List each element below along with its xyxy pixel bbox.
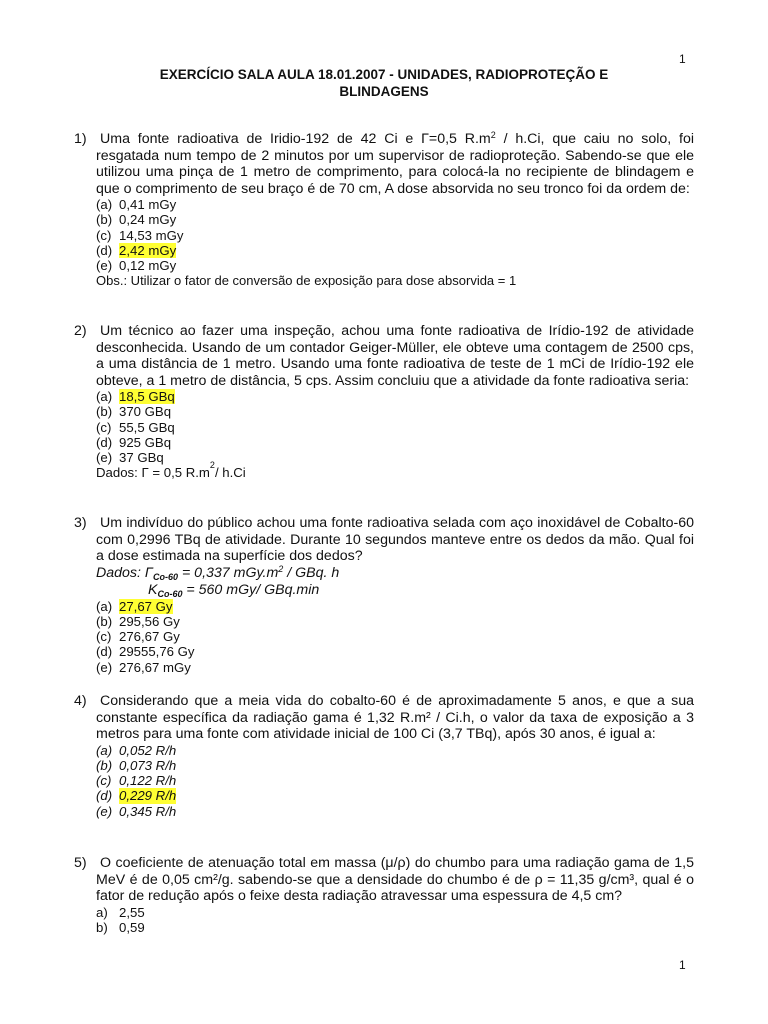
option-a-correct: (a) 27,67 Gy bbox=[96, 598, 173, 614]
option-e: (e) 0,345 R/h bbox=[96, 803, 177, 819]
question-stem bbox=[96, 131, 694, 197]
question-4 bbox=[74, 693, 694, 819]
question-number: 5) bbox=[74, 855, 87, 871]
highlighted-answer: 0,229 R/h bbox=[119, 788, 177, 804]
document-title bbox=[100, 66, 668, 100]
option-c: (c) 276,67 Gy bbox=[96, 629, 180, 645]
option-e: (e) 276,67 mGy bbox=[96, 659, 191, 675]
option-d: (d) 29555,76 Gy bbox=[96, 644, 195, 660]
highlighted-answer: 27,67 Gy bbox=[119, 598, 173, 614]
superscript: 2 bbox=[490, 130, 496, 140]
option-d-correct: (d) 0,229 R/h bbox=[96, 788, 177, 804]
question-3 bbox=[74, 515, 694, 675]
option-d-correct: (d) 2,42 mGy bbox=[96, 242, 177, 258]
stem-part: Uma fonte radioativa de Iridio-192 de 42 Ci e Γ=0,5 R.m bbox=[100, 131, 491, 147]
highlighted-answer: 18,5 GBq bbox=[119, 389, 175, 404]
option-b: (b) 295,56 Gy bbox=[96, 613, 180, 629]
option-b: (b) 370 GBq bbox=[96, 404, 172, 420]
question-data: Dados: Γ = 0,5 R.m 2 / h.Ci bbox=[96, 460, 246, 481]
page-number-top: 1 bbox=[679, 52, 686, 66]
question-number: 1) bbox=[74, 131, 87, 147]
option-d: (d) 925 GBq bbox=[96, 434, 172, 450]
question-stem: Um indivíduo do público achou uma fonte radioativa selada com aço inoxidável de Cobalto-60 com 0,2996 TBq de atividade. Durante 10 segundos manteve entre os dedos da mão. Qual foi a dose estimada na superfície dos dedos? bbox=[96, 515, 694, 564]
option-c: (c) 0,122 R/h bbox=[96, 773, 177, 789]
question-note: Obs.: Utilizar o fator de conversão de exposição para dose absorvida = 1 bbox=[96, 273, 517, 289]
option-c: (c) 55,5 GBq bbox=[96, 419, 175, 435]
question-number: 3) bbox=[74, 515, 87, 531]
option-a: a) 2,55 bbox=[96, 904, 145, 920]
option-b: (b) 0,24 mGy bbox=[96, 212, 177, 228]
question-stem: Considerando que a meia vida do cobalto-60 é de aproximadamente 5 anos, e que a sua constante específica da radiação gama é 1,32 R.m² / Ci.h, o valor da taxa de exposição a 3 metros para uma fonte com atividade inicial de 100 Ci (3,7 TBq), após 30 anos, é igual a: bbox=[96, 693, 694, 742]
page-number-bottom: 1 bbox=[679, 958, 686, 972]
question-5 bbox=[74, 855, 694, 935]
option-c: (c) 14,53 mGy bbox=[96, 227, 184, 243]
question-stem: O coeficiente de atenuação total em massa (μ/ρ) do chumbo para uma radiação gama de 1,5 MeV é de 0,05 cm²/g. sabendo-se que a densidade do chumbo é de ρ = 11,35 g/cm³, qual é o fator de redução após o feixe desta radiação atravessar uma espessura de 4,5 cm? bbox=[96, 855, 694, 904]
question-data-line-2: $K_{Co-60} = 560$ mGy/ GBq.min bbox=[148, 581, 320, 599]
question-data-line-1: Dados: $\Gamma_{Co-60} = 0,337$ $mGy.m^2$ / GBq. h bbox=[96, 563, 340, 582]
question-number: 2) bbox=[74, 323, 87, 339]
stem-part: / h.Ci, que caiu no solo, foi resgatada num tempo de 2 minutos por um supervisor de radioproteção. Sabendo-se que ele utilizou uma pinça de 1 metro de comprimento, para colocá-la no recipiente de blindagem e que o comprimento de seu braço é de 70 cm, A dose absorvida no seu tronco foi da ordem de: bbox=[96, 131, 694, 197]
question-number: 4) bbox=[74, 693, 87, 709]
option-b: (b) 0,073 R/h bbox=[96, 757, 177, 773]
question-2 bbox=[74, 323, 694, 481]
highlighted-answer: 2,42 mGy bbox=[119, 242, 177, 258]
option-b: b) 0,59 bbox=[96, 919, 145, 935]
title-line-2: BLINDAGENS bbox=[339, 84, 429, 99]
option-a-correct: (a) 18,5 GBq bbox=[96, 389, 175, 404]
title-line-1: EXERCÍCIO SALA AULA 18.01.2007 - UNIDADES, RADIOPROTEÇÃO E bbox=[159, 67, 609, 82]
option-e: (e) 0,12 mGy bbox=[96, 258, 177, 274]
option-a: (a) 0,052 R/h bbox=[96, 742, 177, 758]
question-1 bbox=[74, 131, 694, 289]
option-e: (e) 37 GBq bbox=[96, 450, 164, 466]
option-a: (a) 0,41 mGy bbox=[96, 197, 177, 212]
question-stem: Um técnico ao fazer uma inspeção, achou uma fonte radioativa de Irídio-192 de atividade desconhecida. Usando de um contador Geiger-Müller, ele obteve uma contagem de 2500 cps, a uma distância de 1 metro. Usando uma fonte radioativa de teste de 1 mCi de Irídio-192 ele obteve, a 1 metro de distância, 5 cps. Assim concluiu que a atividade da fonte radioativa seria: bbox=[96, 323, 694, 389]
